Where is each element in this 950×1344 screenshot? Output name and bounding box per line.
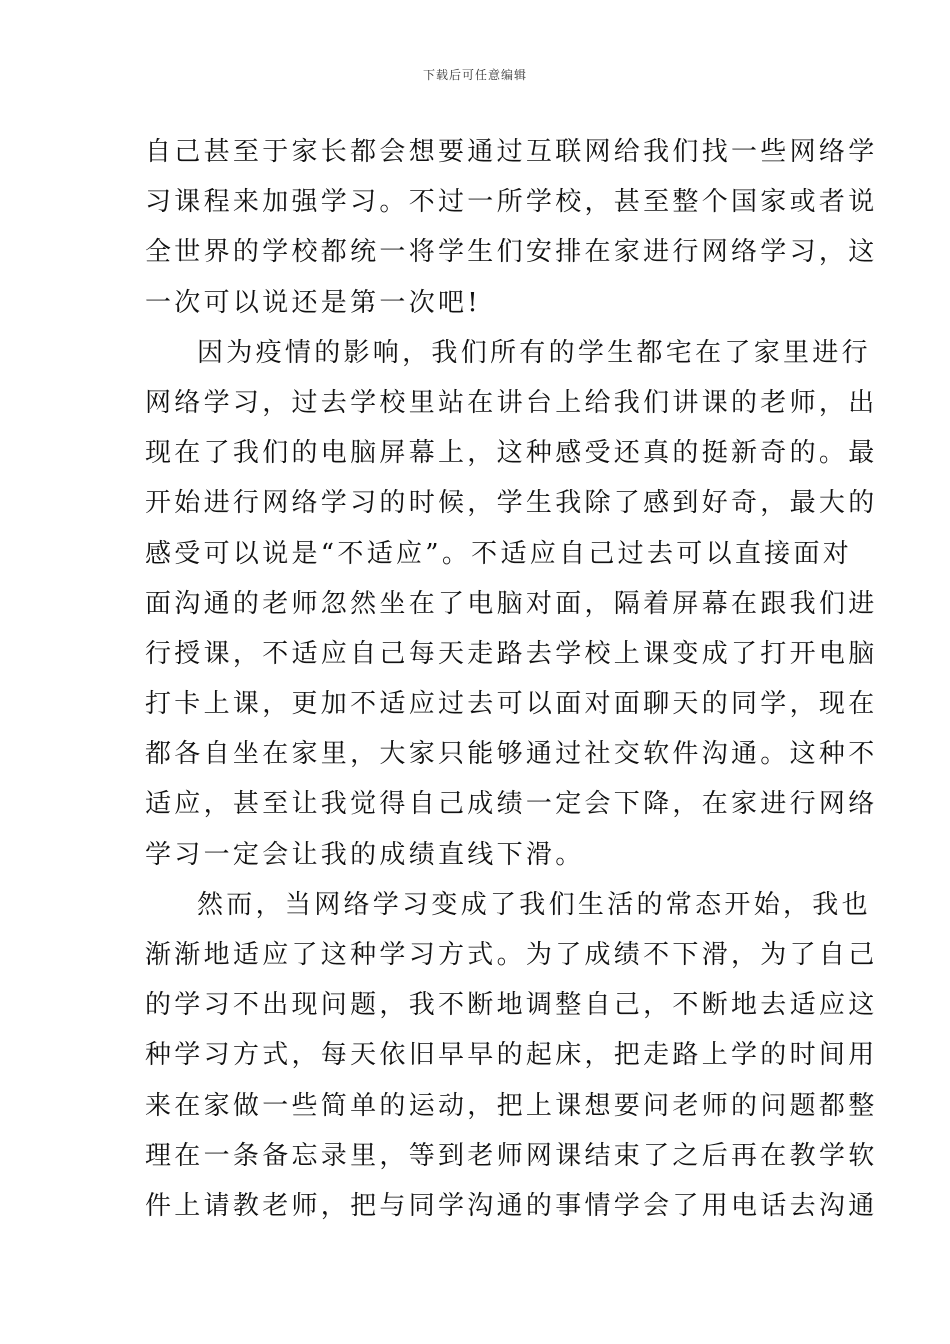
text-line: 全世界的学校都统一将学生们安排在家进行网络学习，这 xyxy=(145,237,878,268)
text-line: 行授课，不适应自己每天走路去学校上课变成了打开电脑 xyxy=(145,638,878,669)
paragraph-first-line: 因为疫情的影响，我们所有的学生都宅在了家里进行 xyxy=(197,337,871,368)
document-body xyxy=(145,127,878,1231)
text-line: 种学习方式，每天依旧早早的起床，把走路上学的时间用 xyxy=(145,1040,878,1071)
text-line: 感受可以说是“不适应”。不适应自己过去可以直接面对 xyxy=(145,538,853,569)
paragraph-first-line: 然而，当网络学习变成了我们生活的常态开始，我也 xyxy=(197,889,871,920)
text-line: 网络学习，过去学校里站在讲台上给我们讲课的老师，出 xyxy=(145,387,878,418)
text-line: 来在家做一些简单的运动，把上课想要问老师的问题都整 xyxy=(145,1090,878,1121)
text-line: 现在了我们的电脑屏幕上，这种感受还真的挺新奇的。最 xyxy=(145,438,878,469)
text-line: 面沟通的老师忽然坐在了电脑对面，隔着屏幕在跟我们进 xyxy=(145,588,878,619)
text-line: 适应，甚至让我觉得自己成绩一定会下降，在家进行网络 xyxy=(145,789,878,820)
header-note: 下载后可任意编辑 xyxy=(422,68,527,82)
text-line: 一次可以说还是第一次吧! xyxy=(145,287,482,318)
text-line: 开始进行网络学习的时候，学生我除了感到好奇，最大的 xyxy=(145,488,878,519)
text-line: 学习一定会让我的成绩直线下滑。 xyxy=(145,839,585,870)
text-line: 的学习不出现问题，我不断地调整自己，不断地去适应这 xyxy=(145,990,878,1021)
text-line: 都各自坐在家里，大家只能够通过社交软件沟通。这种不 xyxy=(145,739,878,770)
text-line: 理在一条备忘录里，等到老师网课结束了之后再在教学软 xyxy=(145,1140,878,1171)
text-line: 习课程来加强学习。不过一所学校，甚至整个国家或者说 xyxy=(145,187,878,218)
text-line: 自己甚至于家长都会想要通过互联网给我们找一些网络学 xyxy=(145,137,878,167)
text-line: 渐渐地适应了这种学习方式。为了成绩不下滑，为了自己 xyxy=(145,940,878,970)
text-line: 件上请教老师，把与同学沟通的事情学会了用电话去沟通 xyxy=(145,1190,878,1221)
text-line: 打卡上课，更加不适应过去可以面对面聊天的同学，现在 xyxy=(145,689,878,720)
